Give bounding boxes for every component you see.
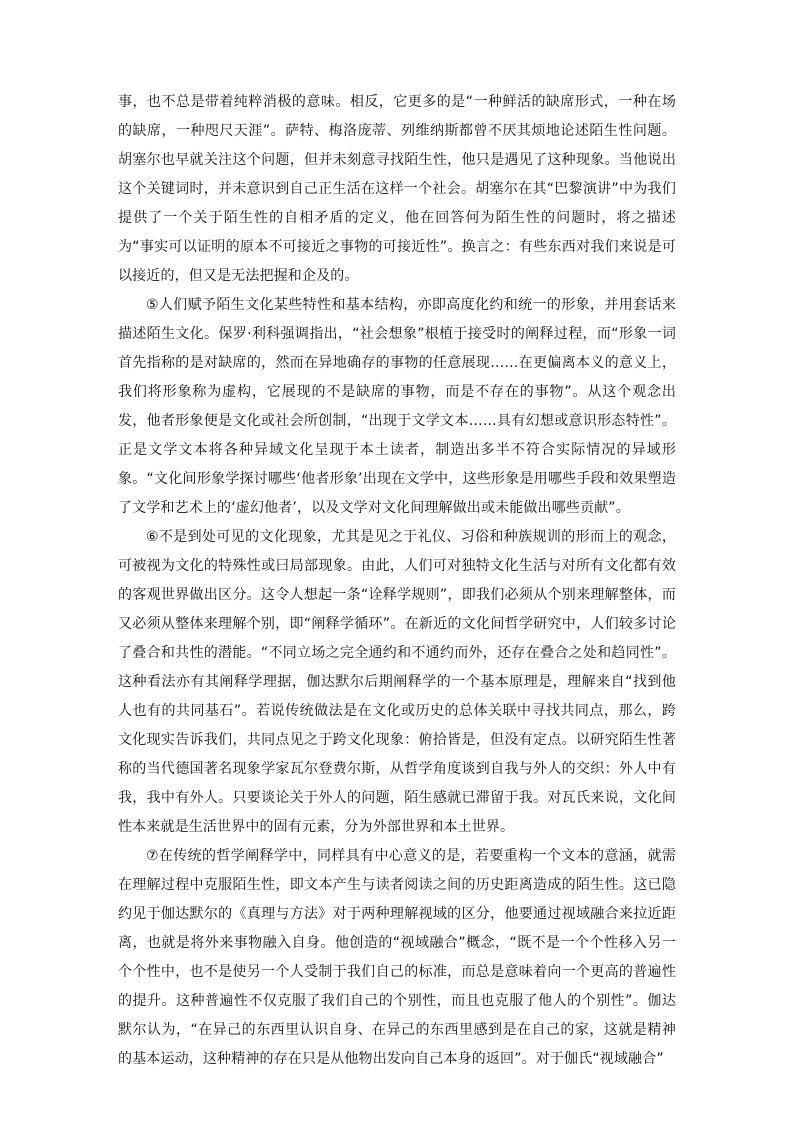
paragraph-continued: 事，也不总是带着纯粹消极的意味。相反，它更多的是“一种鲜活的缺席形式，一种在场的缺席，一种咫尺天涯”。萨特、梅洛庞蒂、列维纳斯都曾不厌其烦地论述陌生性问题。胡塞尔也早就关注这个问题，但并未刻意寻找陌生性，他只是遇见了这种现象。当他说出这个关键词时，并未意识到自己正生活在这样一个社会。胡塞尔在其“巴黎演讲”中为我们提供了一个关于陌生性的自相矛盾的定义，他在回答何为陌生性的问题时，将之描述为“事实可以证明的原本不可接近之事物的可接近性”。换言之：有些东西对我们来说是可以接近的，但又是无法把握和企及的。 <box>118 94 676 284</box>
document-body <box>118 88 676 1074</box>
paragraph-7: ⑦在传统的哲学阐释学中，同样具有中心意义的是，若要重构一个文本的意涵，就需在理解过程中克服陌生性，即文本产生与读者阅读之间的历史距离造成的陌生性。这已隐约见于伽达默尔的《真理与方法》对于两种理解视域的区分，他要通过视域融合来拉近距离，也就是将外来事物融入自身。他创造的“视域融合”概念，“既不是一个个性移入另一个个性中，也不是使另一个人受制于我们自己的标准，而总是意味着向一个更高的普遍性的提升。这种普遍性不仅克服了我们自己的个别性，而且也克服了他人的个别性”。伽达默尔认为，“在异己的东西里认识自身、在异己的东西里感到是在自己的家，这就是精神的基本运动，这种精神的存在只是从他物出发向自己本身的返回”。对于伽氏“视域融合” <box>118 848 676 1067</box>
paragraph-5: ⑤人们赋予陌生文化某些特性和基本结构，亦即高度化约和统一的形象，并用套话来描述陌生文化。保罗·利科强调指出，“社会想象”根植于接受时的阐释过程，而“形象一词首先指称的是对缺席的，然而在异地确存的事物的任意展现……在更偏离本义的意义上，我们将形象称为虚构，它展现的不是缺席的事物，而是不存在的事物”。从这个观念出发，他者形象便是文化或社会所创制，“出现于文学文本……具有幻想或意识形态特性”。正是文学文本将各种异域文化呈现于本土读者，制造出多半不符合实际情况的异域形象。“文化间形象学探讨哪些‘他者形象’出现在文学中，这些形象是用哪些手段和效果塑造了文学和艺术上的‘虚幻他者’，以及文学对文化间理解做出或未能做出哪些贡献”。 <box>118 297 676 516</box>
paragraph-6: ⑥不是到处可见的文化现象，尤其是见之于礼仪、习俗和种族规训的形而上的观念，可被视为文化的特殊性或曰局部现象。由此，人们可对独特文化生活与对所有文化都有效的客观世界做出区分。这令人想起一条“诠释学规则”，即我们必须从个别来理解整体，而又必须从整体来理解个别，即“阐释学循环”。在新近的文化间哲学研究中，人们较多讨论了叠合和共性的潜能。“不同立场之完全通约和不通约而外，还存在叠合之处和趋同性”。这种看法亦有其阐释学理据，伽达默尔后期阐释学的一个基本原理是，理解来自“找到他人也有的共同基石”。若说传统做法是在文化或历史的总体关联中寻找共同点，那么，跨文化现实告诉我们，共同点见之于跨文化现象：俯拾皆是，但没有定点。以研究陌生性著称的当代德国著名现象学家瓦尔登费尔斯，从哲学角度谈到自我与外人的交织：外人中有我，我中有外人。只要谈论关于外人的问题，陌生感就已滞留于我。对瓦氏来说，文化间性本来就是生活世界中的固有元素，分为外部世界和本土世界。 <box>118 529 676 835</box>
